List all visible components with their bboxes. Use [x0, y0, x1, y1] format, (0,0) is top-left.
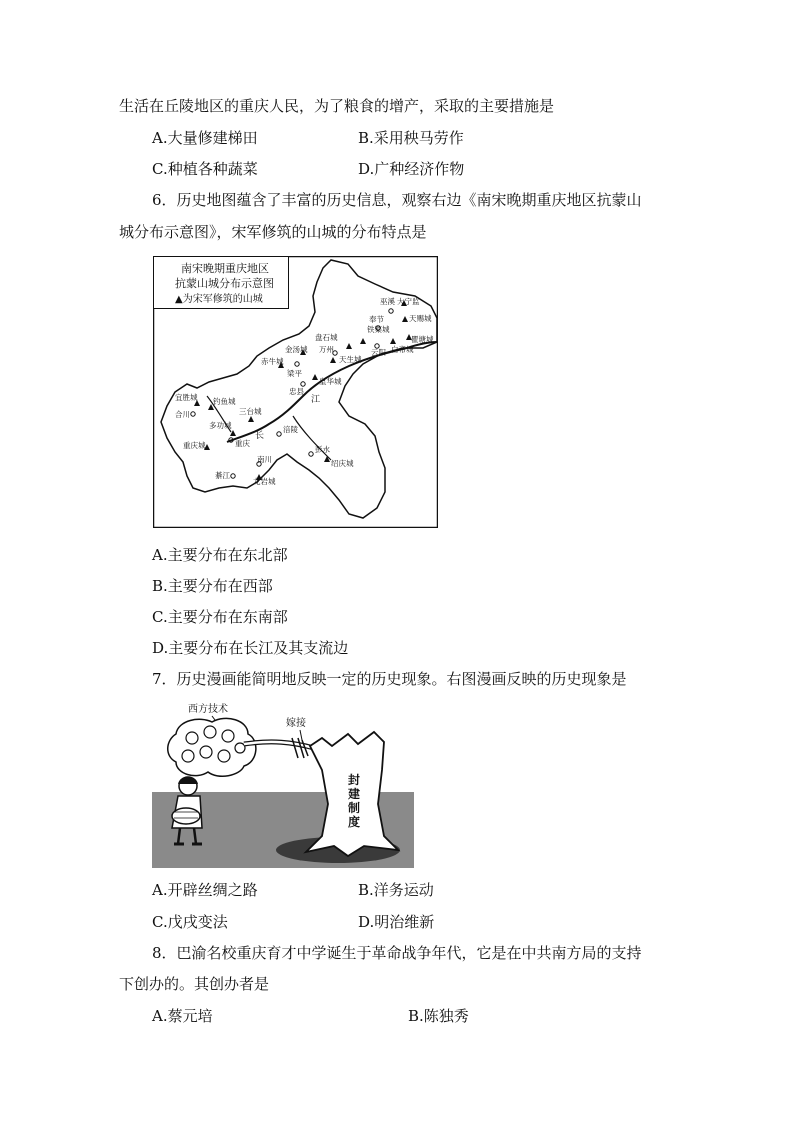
q5-stem: 生活在丘陵地区的重庆人民，为了粮食的增产，采取的主要措施是 — [119, 97, 555, 115]
map-label-yunyang: 云阳 — [371, 348, 386, 357]
q5-option-b[interactable]: B.采用秧马劳作 — [358, 129, 464, 147]
map-label-tiancicheng: 天赐城 — [409, 314, 432, 323]
q7-option-a[interactable]: A.开辟丝绸之路 — [152, 881, 258, 899]
cartoon-label-west: 西方技术 — [188, 704, 228, 715]
q7-option-b[interactable]: B.洋务运动 — [358, 881, 434, 899]
cartoon-label-graft: 嫁接 — [286, 718, 306, 729]
map-label-qijiang: 綦江 — [215, 471, 230, 480]
map-label-zhongxian: 忠县 — [289, 387, 304, 396]
map-legend: ▲为宋军修筑的山城 — [175, 294, 263, 305]
map-label-jiang: 江 — [311, 395, 321, 405]
map-label-wanzhou: 万州 — [319, 345, 334, 354]
q8-option-a[interactable]: A.蔡元培 — [152, 1007, 213, 1025]
q5-option-c[interactable]: C.种植各种蔬菜 — [152, 160, 258, 178]
map-label-diaoyucheng: 钓鱼城 — [213, 397, 236, 406]
trunk-char-zhi: 制 — [348, 801, 361, 815]
q6-option-c[interactable]: C.主要分布在东南部 — [152, 608, 288, 626]
map-label-chongqingcheng: 重庆城 — [183, 441, 206, 450]
map-label-baidicheng: 白帝城 — [391, 345, 414, 354]
map-label-wuxi: 巫溪 — [380, 297, 395, 306]
map-label-tianshengcheng: 天生城 — [339, 355, 362, 364]
map-title-line2: 抗蒙山城分布示意图 — [175, 277, 274, 290]
q6-stem-line2: 城分布示意图》，宋军修筑的山城的分布特点是 — [119, 223, 427, 241]
map-label-longyancheng: 龙岩城 — [253, 477, 276, 486]
map-label-huanghuacheng: 皇华城 — [319, 377, 342, 386]
trunk-char-jian: 建 — [348, 787, 361, 801]
graft-binding — [292, 738, 308, 758]
map-label-shaoqingcheng: 绍庆城 — [331, 459, 354, 468]
q6-option-d[interactable]: D.主要分布在长江及其支流边 — [152, 639, 349, 657]
map-label-chiniucheng: 赤牛城 — [261, 357, 284, 366]
map-label-chang: 长 — [255, 431, 265, 441]
q8-stem-line1: 8．巴渝名校重庆育才中学诞生于革命战争年代，它是在中共南方局的支持 — [152, 944, 642, 962]
map-label-duogongcheng: 多功城 — [209, 421, 232, 430]
map-label-santaicheng: 三台城 — [239, 407, 262, 416]
q8-stem-line2: 下创办的。其创办者是 — [119, 975, 270, 993]
map-label-daningjian: 大宁监 — [397, 297, 420, 306]
map-label-jintangcheng: 金汤城 — [285, 345, 308, 354]
map-label-fengjie: 奉节 — [369, 315, 384, 324]
map-label-hechuan: 合川 — [175, 410, 190, 419]
map-label-nanchuan: 南川 — [257, 455, 272, 464]
chongqing-map-figure — [153, 256, 438, 528]
map-label-yishengcheng: 宜胜城 — [175, 393, 198, 402]
map-label-liangping: 梁平 — [287, 369, 302, 378]
q5-option-a[interactable]: A.大量修建梯田 — [152, 129, 258, 147]
map-label-fuling: 涪陵 — [283, 425, 298, 434]
grafting-cartoon-figure — [152, 700, 414, 868]
trunk-char-feng: 封 — [348, 773, 361, 787]
trunk-char-du: 度 — [348, 815, 361, 829]
map-title-line1: 南宋晚期重庆地区 — [181, 262, 269, 275]
q7-option-d[interactable]: D.明治维新 — [358, 913, 435, 931]
map-label-panshicheng: 盘石城 — [315, 333, 338, 342]
q6-option-a[interactable]: A.主要分布在东北部 — [152, 546, 288, 564]
q5-option-d[interactable]: D.广种经济作物 — [358, 160, 465, 178]
q7-stem: 7．历史漫画能简明地反映一定的历史现象。右图漫画反映的历史现象是 — [152, 670, 627, 688]
q6-option-b[interactable]: B.主要分布在西部 — [152, 577, 273, 595]
map-label-pengshui: 彭水 — [315, 445, 330, 454]
map-label-qutangcheng: 瞿塘城 — [411, 335, 434, 344]
map-label-chongqing: 重庆 — [235, 439, 250, 448]
q8-option-b[interactable]: B.陈独秀 — [408, 1007, 469, 1025]
q6-stem-line1: 6．历史地图蕴含了丰富的历史信息，观察右边《南宋晚期重庆地区抗蒙山 — [152, 191, 642, 209]
q7-option-c[interactable]: C.戊戌变法 — [152, 913, 228, 931]
map-label-tieqingcheng: 铁檠城 — [367, 325, 390, 334]
